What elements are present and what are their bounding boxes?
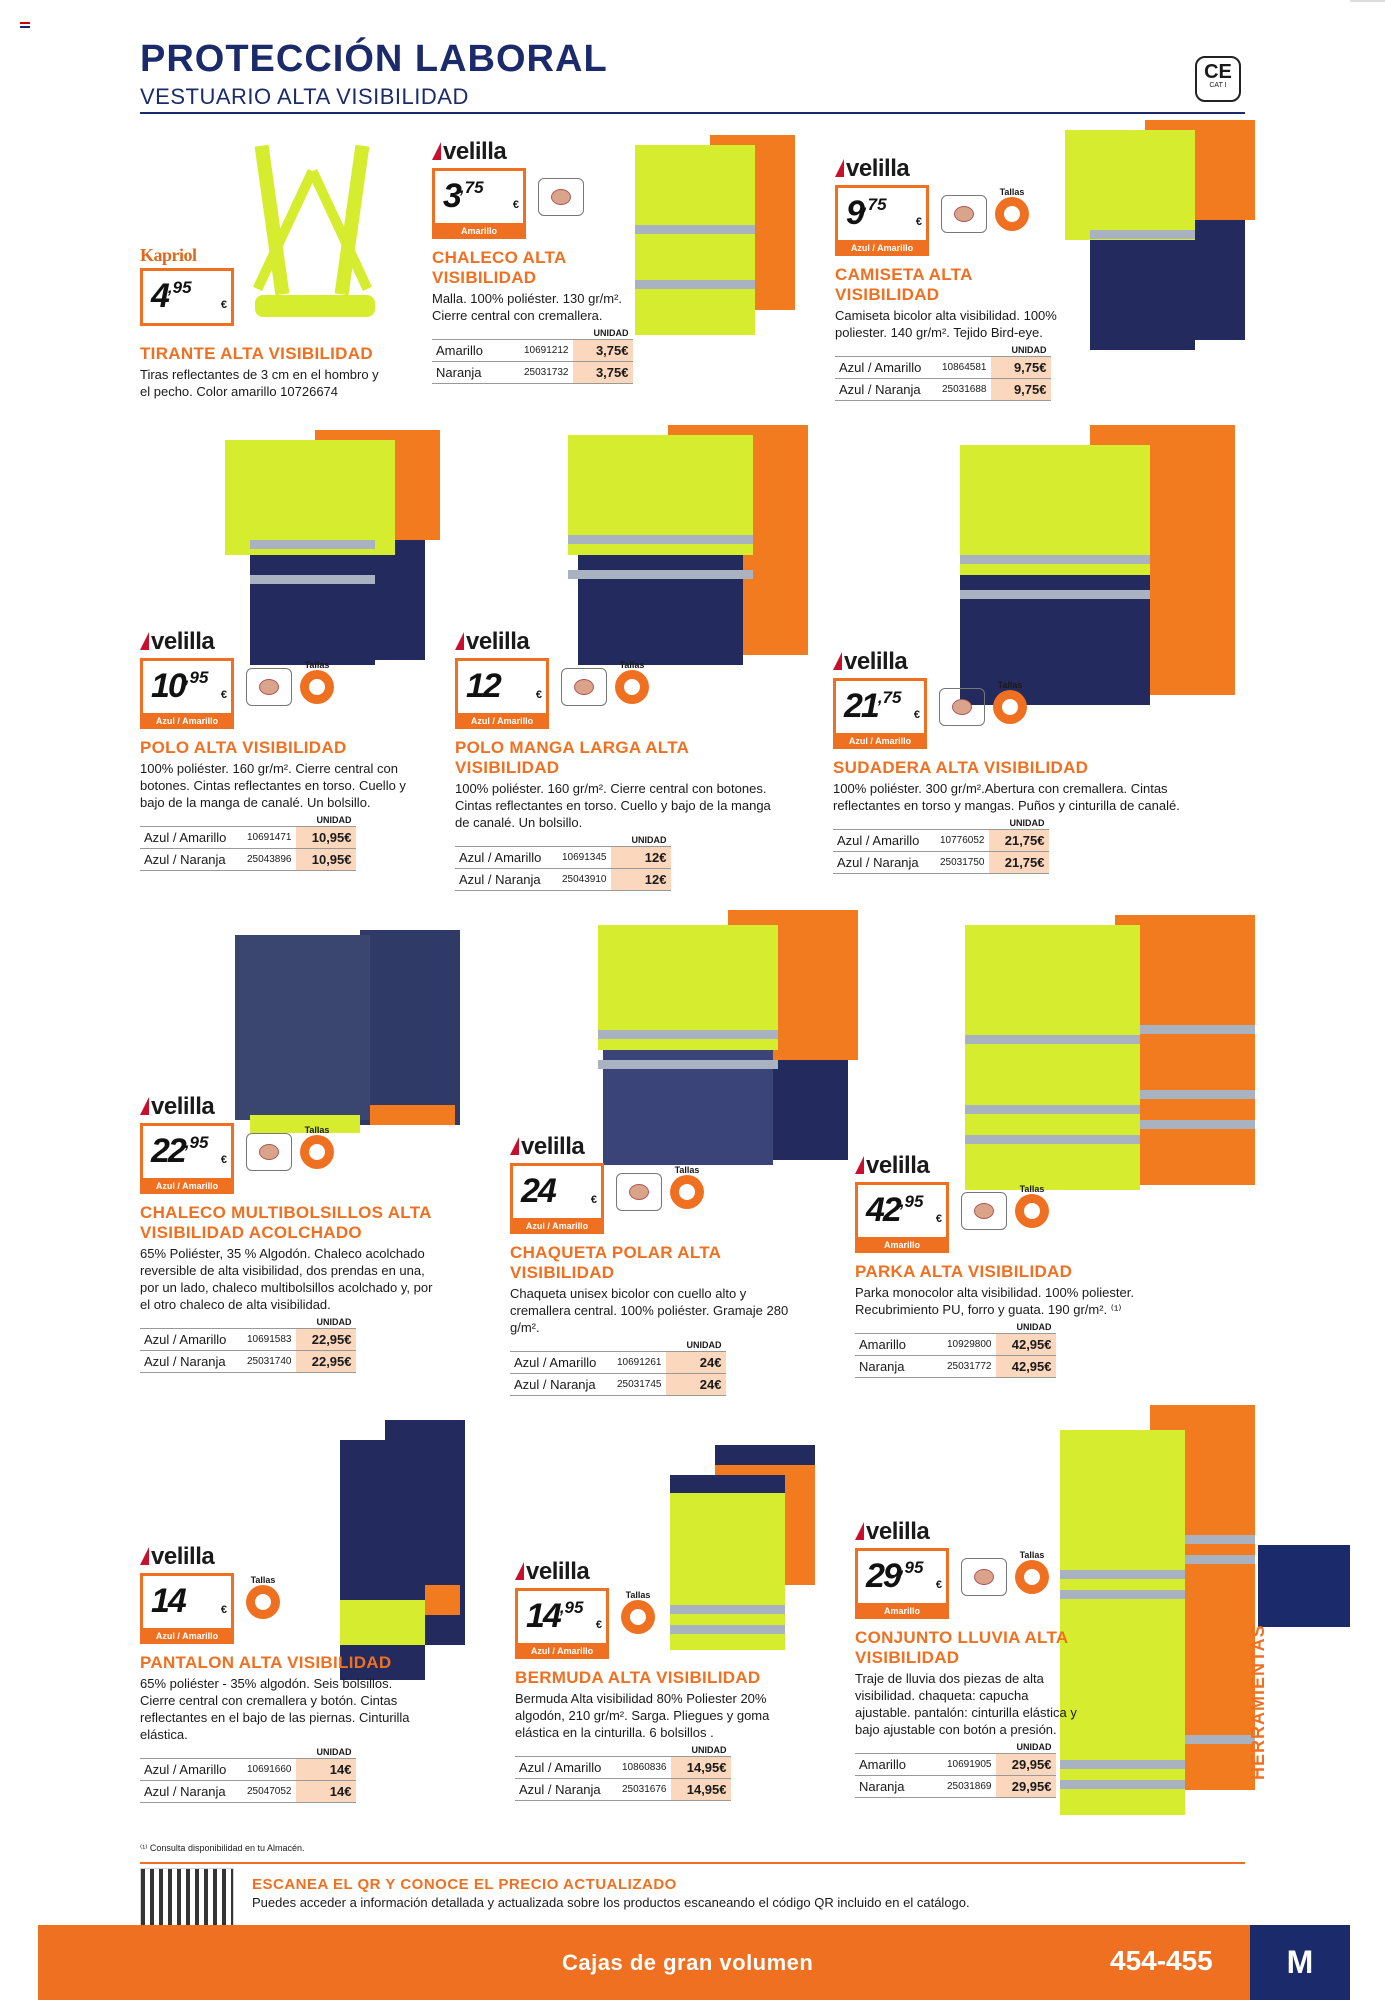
parka-image <box>965 915 1255 1190</box>
care-label-icon <box>616 1173 662 1211</box>
table-row: Azul / Amarillo 10860836 14,95€ <box>515 1757 731 1779</box>
price-table: UNIDAD Amarillo 10929800 42,95€ Naranja 25031772 42,95€ <box>855 1322 1056 1378</box>
product-description: Camiseta bicolor alta visibilidad. 100% poliester. 140 gr/m². Tejido Bird-eye. <box>835 308 1057 340</box>
price-tag: $29^{,95}$ € Amarillo <box>855 1548 949 1606</box>
brand-logo: velilla <box>855 1518 1085 1546</box>
chaleco-image <box>635 135 795 335</box>
sizes-icon: Tallas <box>300 1125 334 1174</box>
product-bermuda <box>515 1558 785 1801</box>
price-tag: $22^{,95}$ € Azul / Amarillo <box>140 1123 234 1181</box>
table-row: Azul / Amarillo 10691583 22,95€ <box>140 1329 356 1351</box>
price-table: UNIDAD Amarillo 10691212 3,75€ Naranja 25031732 3,75€ <box>432 328 633 384</box>
table-row: Naranja 25031869 29,95€ <box>855 1776 1056 1798</box>
care-label-icon <box>246 1133 292 1171</box>
qr-title: ESCANEA EL QR Y CONOCE EL PRECIO ACTUALIZADO <box>252 1876 677 1893</box>
ce-mark-icon <box>1195 56 1241 102</box>
brand-logo: velilla <box>432 138 642 166</box>
product-name: SUDADERA ALTA VISIBILIDAD <box>833 758 1089 777</box>
price-tag: $3^{,75}$ € Amarillo <box>432 168 526 226</box>
price-table: UNIDAD Azul / Amarillo 10776052 21,75€ Azul / Naranja 25031750 21,75€ <box>833 818 1049 874</box>
brand-logo: velilla <box>140 1543 420 1571</box>
care-label-icon <box>941 195 987 233</box>
brand-logo: velilla <box>835 155 1070 183</box>
price-tag: $10^{,95}$ € Azul / Amarillo <box>140 658 234 716</box>
product-description: 100% poliéster. 300 gr/m².Abertura con cremallera. Cintas reflectantes en torso y mangas. Puños y cinturilla de canalé. <box>833 781 1180 813</box>
care-label-icon <box>961 1192 1007 1230</box>
price-tag: $4^{,95}$ € <box>140 268 234 326</box>
qr-divider <box>140 1862 1245 1864</box>
table-row: Azul / Naranja 25031750 21,75€ <box>833 852 1049 874</box>
product-description: Bermuda Alta visibilidad 80% Poliester 20% algodón, 210 gr/m². Sarga. Pliegues y goma elástica en la cinturilla. 6 bolsillos . <box>515 1691 770 1740</box>
corner-mark <box>1350 0 1385 2</box>
sizes-icon: Tallas <box>993 680 1027 729</box>
sizes-icon: Tallas <box>615 660 649 709</box>
price-tag: $42^{,95}$ € Amarillo <box>855 1182 949 1240</box>
section-label: HERRAMIENTAS <box>1248 1624 1268 1780</box>
table-row: Azul / Naranja 25031740 22,95€ <box>140 1351 356 1373</box>
product-sudadera <box>833 648 1203 874</box>
table-row: Azul / Amarillo 10864581 9,75€ <box>835 357 1051 379</box>
brand-logo: velilla <box>140 628 420 656</box>
price-table: UNIDAD Azul / Amarillo 10860836 14,95€ Azul / Naranja 25031676 14,95€ <box>515 1745 731 1801</box>
table-row: Naranja 25031732 3,75€ <box>432 362 633 384</box>
page-numbers: 454-455 <box>1110 1945 1213 1976</box>
table-row: Naranja 25031772 42,95€ <box>855 1356 1056 1378</box>
brand-logo: velilla <box>455 628 775 656</box>
table-row: Azul / Amarillo 10776052 21,75€ <box>833 830 1049 852</box>
care-label-icon <box>561 668 607 706</box>
price-table: UNIDAD Amarillo 10691905 29,95€ Naranja 25031869 29,95€ <box>855 1742 1056 1798</box>
care-label-icon <box>246 668 292 706</box>
price-table: UNIDAD Azul / Amarillo 10691583 22,95€ Azul / Naranja 25031740 22,95€ <box>140 1317 356 1373</box>
sizes-icon: Tallas <box>300 660 334 709</box>
sizes-icon: Tallas <box>1015 1184 1049 1233</box>
product-name: POLO MANGA LARGA ALTA VISIBILIDAD <box>455 738 689 777</box>
product-name: CHALECO ALTA VISIBILIDAD <box>432 248 566 287</box>
product-name: CHAQUETA POLAR ALTA VISIBILIDAD <box>510 1243 721 1282</box>
brand-logo: velilla <box>515 1558 785 1586</box>
product-name: CHALECO MULTIBOLSILLOS ALTA VISIBILIDAD ACOLCHADO <box>140 1203 432 1242</box>
price-tag: 24 € Azul / Amarillo <box>510 1163 604 1221</box>
product-polo-manga-larga <box>455 628 775 891</box>
sizes-icon: Tallas <box>621 1590 655 1639</box>
care-label-icon <box>939 688 985 726</box>
table-row: Azul / Naranja 25043896 10,95€ <box>140 849 356 871</box>
sizes-icon: Tallas <box>1015 1550 1049 1599</box>
header-divider <box>140 112 1245 114</box>
product-name: BERMUDA ALTA VISIBILIDAD <box>515 1668 761 1687</box>
care-label-icon <box>538 178 584 216</box>
table-row: Azul / Amarillo 10691660 14€ <box>140 1759 356 1781</box>
product-polo <box>140 628 420 871</box>
price-tag: $21^{,75}$ € Azul / Amarillo <box>833 678 927 736</box>
table-row: Amarillo 10929800 42,95€ <box>855 1334 1056 1356</box>
product-description: Traje de lluvia dos piezas de alta visibilidad. chaqueta: capucha ajustable. pantalón: cinturilla elástica y bajo ajustable con botón a presión. <box>855 1671 1077 1737</box>
brand-logo-icon: M <box>1250 1925 1350 2000</box>
page-title: PROTECCIÓN LABORAL <box>140 38 608 80</box>
price-tag: $9^{,75}$ € Azul / Amarillo <box>835 185 929 243</box>
sizes-icon: Tallas <box>995 187 1029 236</box>
product-pantalon <box>140 1543 420 1803</box>
care-label-icon <box>961 1558 1007 1596</box>
table-row: Azul / Naranja 25043910 12€ <box>455 869 671 891</box>
table-row: Azul / Naranja 25031688 9,75€ <box>835 379 1051 401</box>
table-row: Azul / Amarillo 10691261 24€ <box>510 1352 726 1374</box>
price-table: UNIDAD Azul / Amarillo 10691660 14€ Azul / Naranja 25047052 14€ <box>140 1747 356 1803</box>
product-description: Malla. 100% poliéster. 130 gr/m². Cierre central con cremallera. <box>432 291 623 323</box>
product-name: TIRANTE ALTA VISIBILIDAD <box>140 344 373 363</box>
footer-title: Cajas de gran volumen <box>562 1950 814 1975</box>
product-name: PANTALON ALTA VISIBILIDAD <box>140 1653 392 1672</box>
product-conjunto-lluvia <box>855 1518 1085 1798</box>
product-name: CONJUNTO LLUVIA ALTA VISIBILIDAD <box>855 1628 1068 1667</box>
price-table: UNIDAD Azul / Amarillo 10864581 9,75€ Azul / Naranja 25031688 9,75€ <box>835 345 1051 401</box>
product-description: Parka monocolor alta visibilidad. 100% poliester. Recubrimiento PU, forro y guata. 190 gr/m². ⁽¹⁾ <box>855 1285 1134 1317</box>
product-description: 65% Poliéster, 35 % Algodón. Chaleco acolchado reversible de alta visibilidad, dos prendas en una, por un lado, chaleco multibolsillos acolchado y, por el otro chaleco de alta visibilidad. <box>140 1246 433 1312</box>
table-row: Amarillo 10691905 29,95€ <box>855 1754 1056 1776</box>
product-chaqueta-polar <box>510 1133 810 1396</box>
product-tirante <box>140 245 390 400</box>
product-description: Chaqueta unisex bicolor con cuello alto y cremallera central. 100% poliéster. Gramaje 280 g/m². <box>510 1286 789 1335</box>
product-description: Tiras reflectantes de 3 cm en el hombro y el pecho. Color amarillo 10726674 <box>140 367 379 399</box>
price-table: UNIDAD Azul / Amarillo 10691471 10,95€ Azul / Naranja 25043896 10,95€ <box>140 815 356 871</box>
conjunto-lluvia-image <box>1060 1405 1255 1815</box>
product-camiseta <box>835 155 1070 401</box>
price-table: UNIDAD Azul / Amarillo 10691261 24€ Azul / Naranja 25031745 24€ <box>510 1340 726 1396</box>
product-chaleco <box>432 138 642 384</box>
product-name: POLO ALTA VISIBILIDAD <box>140 738 347 757</box>
brand-logo: Kapriol <box>140 245 197 265</box>
product-description: 100% poliéster. 160 gr/m². Cierre central con botones. Cintas reflectantes en torso. Cuello y bajo de la manga de canalé. Un bolsillo. <box>455 781 771 830</box>
product-description: 65% poliéster - 35% algodón. Seis bolsillos. Cierre central con cremallera y botón. Cintas reflectantes en el bajo de las piernas. Cinturilla elástica. <box>140 1676 410 1742</box>
product-name: CAMISETA ALTA VISIBILIDAD <box>835 265 973 304</box>
sizes-icon: Tallas <box>670 1165 704 1214</box>
ce-mark-text: CE <box>1204 61 1232 83</box>
section-tab[interactable] <box>1258 1545 1350 1627</box>
page-subtitle: VESTUARIO ALTA VISIBILIDAD <box>140 84 469 109</box>
brand-logo: velilla <box>833 648 1203 676</box>
table-row: Azul / Naranja 25031676 14,95€ <box>515 1779 731 1801</box>
footnote: ⁽¹⁾ Consulta disponibilidad en tu Almacén. <box>140 1843 305 1853</box>
product-description: 100% poliéster. 160 gr/m². Cierre central con botones. Cintas reflectantes en torso. Cuello y bajo de la manga de canalé. Un bolsillo. <box>140 761 406 810</box>
table-row: Azul / Naranja 25047052 14€ <box>140 1781 356 1803</box>
table-row: Azul / Naranja 25031745 24€ <box>510 1374 726 1396</box>
chaqueta-polar-image <box>598 910 858 1165</box>
language-flag <box>20 22 30 28</box>
price-table: UNIDAD Azul / Amarillo 10691345 12€ Azul / Naranja 25043910 12€ <box>455 835 671 891</box>
table-row: Azul / Amarillo 10691345 12€ <box>455 847 671 869</box>
brand-logo: velilla <box>855 1152 1165 1180</box>
price-tag: $14^{,95}$ € Azul / Amarillo <box>515 1588 609 1646</box>
camiseta-image <box>1065 120 1265 350</box>
sizes-icon: Tallas <box>246 1575 280 1624</box>
qr-text: Puedes acceder a información detallada y actualizada sobre los productos escaneando el código QR incluido en el catálogo. <box>252 1895 970 1910</box>
table-row: Azul / Amarillo 10691471 10,95€ <box>140 827 356 849</box>
brand-logo: velilla <box>140 1093 440 1121</box>
ce-category: CAT I <box>1209 82 1227 89</box>
product-name: PARKA ALTA VISIBILIDAD <box>855 1262 1073 1281</box>
price-tag: 12 € Azul / Amarillo <box>455 658 549 716</box>
table-row: Amarillo 10691212 3,75€ <box>432 340 633 362</box>
product-chaleco-acolchado <box>140 1093 440 1373</box>
price-tag: 14 € Azul / Amarillo <box>140 1573 234 1631</box>
brand-logo: velilla <box>510 1133 810 1161</box>
product-parka <box>855 1152 1165 1378</box>
